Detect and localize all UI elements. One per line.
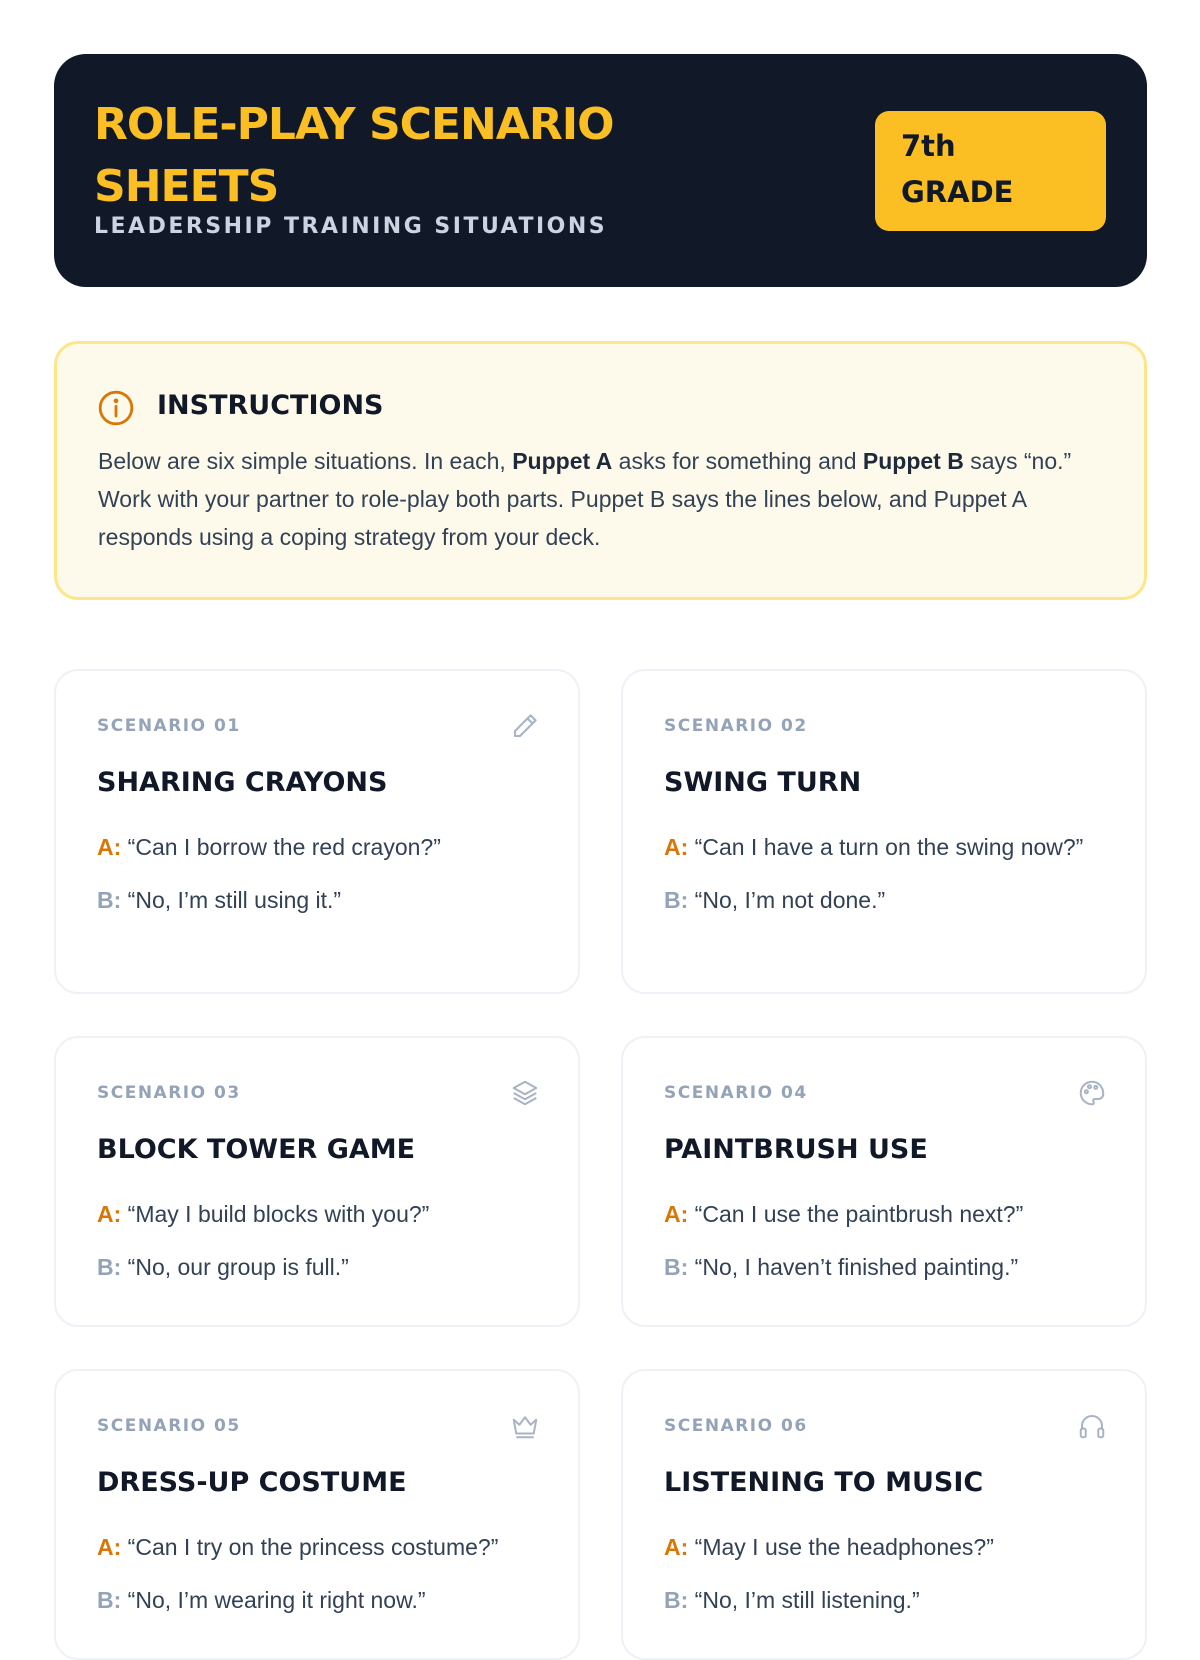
scenario-number: SCENARIO 06 — [664, 1416, 808, 1436]
instructions-box — [54, 341, 1147, 600]
line-text: “Can I use the paintbrush next?” — [694, 1201, 1024, 1227]
speaker-b-tag: B: — [664, 887, 689, 913]
puppet-a-line — [664, 1198, 1104, 1231]
speaker-b-tag: B: — [97, 1587, 122, 1613]
scenario-dialogue — [664, 1531, 1104, 1637]
grade-badge — [875, 111, 1106, 231]
speaker-a-tag: A: — [97, 1534, 122, 1560]
pencil-icon — [510, 711, 540, 741]
layers-icon — [510, 1078, 540, 1108]
speaker-a-tag: A: — [97, 1201, 122, 1227]
instructions-title: INSTRUCTIONS — [157, 390, 384, 421]
line-text: “May I build blocks with you?” — [127, 1201, 430, 1227]
puppet-a-line — [664, 831, 1104, 864]
scenario-card — [54, 669, 580, 994]
instructions-text-part: says “no.” Work with your partner to role-play both parts. Puppet B says the lines below, and Puppet A responds using a coping strategy from your deck. — [98, 448, 1072, 550]
line-text: “No, I’m not done.” — [694, 887, 886, 913]
speaker-b-tag: B: — [664, 1254, 689, 1280]
speaker-b-tag: B: — [97, 887, 122, 913]
scenario-dialogue — [664, 1198, 1104, 1304]
line-text: “Can I have a turn on the swing now?” — [694, 834, 1084, 860]
line-text: “No, I’m wearing it right now.” — [127, 1587, 426, 1613]
headphones-icon — [1077, 1411, 1107, 1441]
line-text: “Can I borrow the red crayon?” — [127, 834, 441, 860]
puppet-b-line — [664, 1251, 1104, 1284]
page-title: ROLE-PLAY SCENARIO SHEETS — [94, 99, 614, 212]
puppet-b-line — [664, 884, 1104, 917]
scenario-number: SCENARIO 03 — [97, 1083, 241, 1103]
speaker-b-tag: B: — [97, 1254, 122, 1280]
scenario-title: SHARING CRAYONS — [97, 767, 388, 798]
scenario-dialogue — [664, 831, 1104, 937]
puppet-b-line — [97, 1584, 537, 1617]
instructions-text — [98, 442, 1108, 556]
scenario-dialogue — [97, 1198, 537, 1304]
puppet-a-line — [97, 1198, 537, 1231]
instructions-text-part: asks for something and — [612, 448, 863, 474]
puppet-a-label: Puppet A — [512, 448, 613, 474]
puppet-a-line — [97, 1531, 537, 1564]
scenario-title: SWING TURN — [664, 767, 862, 798]
puppet-a-line — [664, 1531, 1104, 1564]
line-text: “No, I haven’t finished painting.” — [694, 1254, 1019, 1280]
page-subtitle: LEADERSHIP TRAINING SITUATIONS — [94, 214, 608, 239]
scenario-title: LISTENING TO MUSIC — [664, 1467, 984, 1498]
scenario-dialogue — [97, 1531, 537, 1637]
line-text: “No, I’m still using it.” — [127, 887, 342, 913]
scenario-number: SCENARIO 02 — [664, 716, 808, 736]
speaker-b-tag: B: — [664, 1587, 689, 1613]
scenario-title: BLOCK TOWER GAME — [97, 1134, 416, 1165]
scenario-card — [54, 1369, 580, 1660]
scenario-dialogue — [97, 831, 537, 937]
info-circle-icon — [97, 389, 135, 427]
puppet-b-line — [97, 1251, 537, 1284]
scenario-number: SCENARIO 01 — [97, 716, 241, 736]
instructions-text-part: Below are six simple situations. In each, — [98, 448, 513, 474]
scenario-title: DRESS-UP COSTUME — [97, 1467, 407, 1498]
palette-icon — [1077, 1078, 1107, 1108]
scenario-card — [54, 1036, 580, 1327]
speaker-a-tag: A: — [97, 834, 122, 860]
crown-icon — [510, 1411, 540, 1441]
grade-label: GRADE — [901, 175, 1014, 209]
speaker-a-tag: A: — [664, 1201, 689, 1227]
speaker-a-tag: A: — [664, 834, 689, 860]
scenario-card — [621, 669, 1147, 994]
speaker-a-tag: A: — [664, 1534, 689, 1560]
line-text: “No, I’m still listening.” — [694, 1587, 920, 1613]
scenario-card — [621, 1369, 1147, 1660]
line-text: “Can I try on the princess costume?” — [127, 1534, 499, 1560]
scenario-title: PAINTBRUSH USE — [664, 1134, 928, 1165]
puppet-b-line — [97, 884, 537, 917]
line-text: “May I use the headphones?” — [694, 1534, 994, 1560]
puppet-b-line — [664, 1584, 1104, 1617]
puppet-a-line — [97, 831, 537, 864]
grade-number: 7th — [901, 129, 956, 163]
header-banner — [54, 54, 1147, 287]
line-text: “No, our group is full.” — [127, 1254, 349, 1280]
puppet-b-label: Puppet B — [862, 448, 964, 474]
scenario-card — [621, 1036, 1147, 1327]
scenario-number: SCENARIO 04 — [664, 1083, 808, 1103]
scenario-number: SCENARIO 05 — [97, 1416, 241, 1436]
